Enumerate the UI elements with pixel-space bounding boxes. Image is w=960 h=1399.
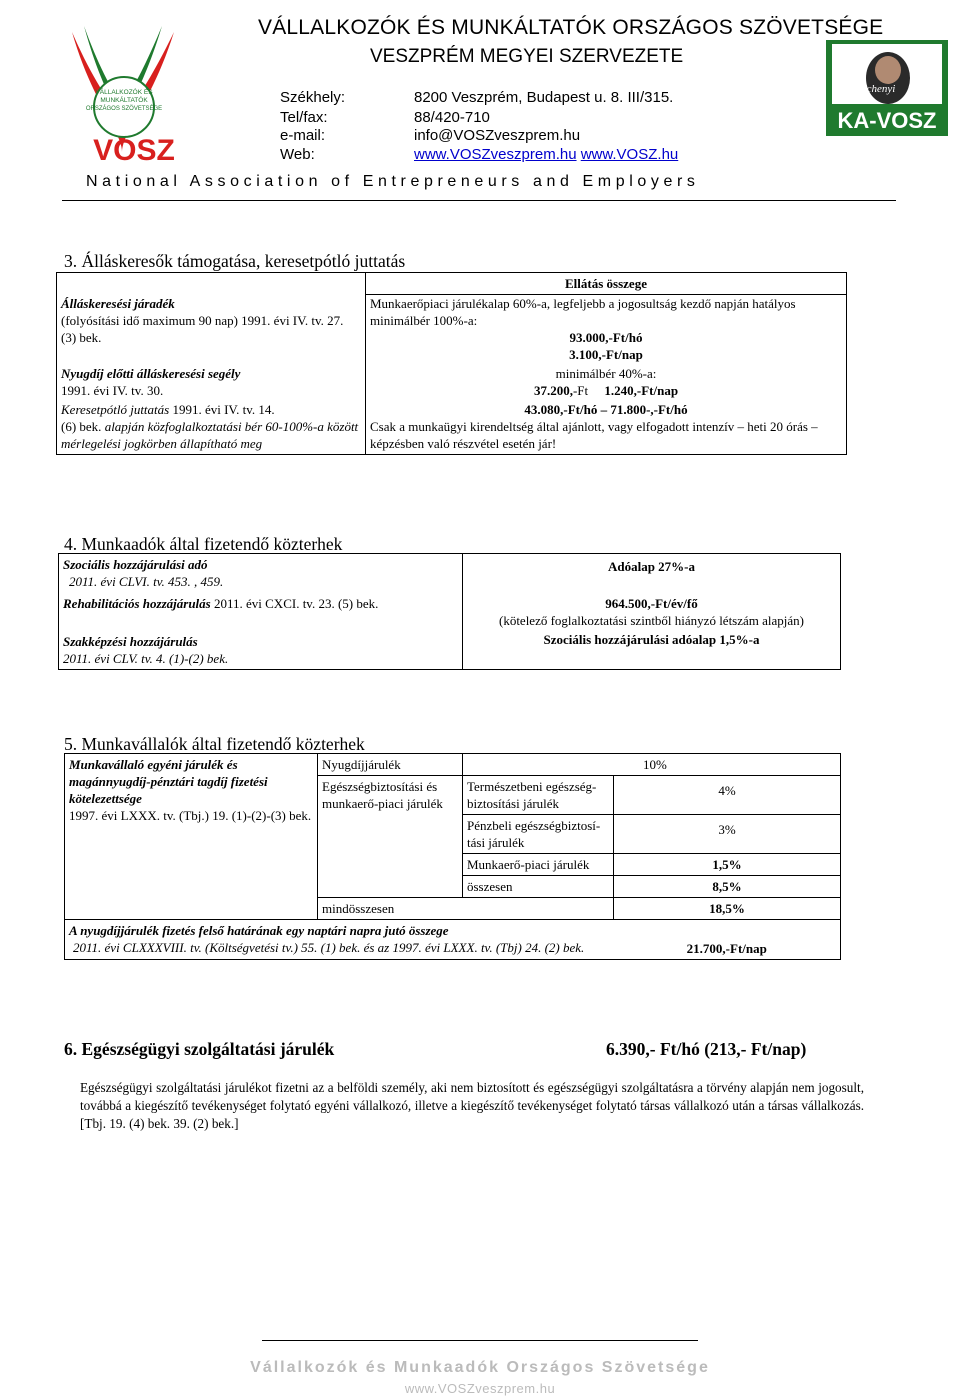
section4-table (58, 553, 841, 670)
contact-value-email[interactable]: info@VOSZveszprem.hu (414, 127, 581, 144)
contact-value-seat: 8200 Veszprém, Budapest u. 8. III/315. (414, 89, 674, 106)
s3-r3-text: Csak a munkaügyi kirendeltség által ajánlott, vagy elfogadott intenzív – heti 20 órás – képzésben való részvétel esetén jár! (370, 419, 818, 451)
footer-org-name: Vállalkozók és Munkaadók Országos Szövetsége (250, 1359, 710, 1376)
logo-left-line1: VÁLLALKOZÓK ÉS (95, 89, 153, 96)
logo-right-signature: Széchenyi (852, 83, 896, 95)
s5-cap-value: 21.700,-Ft/nap (614, 920, 841, 960)
s5-left-title: Munkavállaló egyéni járulék és magánnyugdíj-pénztári tagdíj fizetési kötelezettsége (69, 757, 268, 806)
s3-r3-desc: alapján közfoglalkoztatási bér 60-100%-a között mérlegelési jogkörben állapítható meg (61, 419, 359, 451)
s3-r3-title: Keresetpótló juttatás (61, 402, 170, 417)
web-link-veszprem[interactable]: www.VOSZveszprem.hu (414, 146, 577, 163)
s4-r3-ref: 2011. évi CLV. tv. 4. (1)-(2) bek. (63, 651, 229, 666)
section3-table (56, 272, 847, 455)
s3-r2-value1: 37.200, (533, 383, 573, 398)
s5-sub3-label: Munkaerő-piaci járulék (463, 854, 614, 876)
footer-website[interactable]: www.VOSZveszprem.hu (404, 1381, 556, 1396)
contact-label-email: e-mail: (280, 127, 326, 144)
logo-left-vosz: VOSZ (93, 134, 175, 162)
s3-r3-ref1: 1991. évi IV. tv. 14. (172, 402, 275, 417)
org-name-line1: VÁLLALKOZÓK ÉS MUNKÁLTATÓK ORSZÁGOS SZÖVETSÉGE (258, 16, 884, 39)
s3-r3-ref2: (6) bek. (61, 419, 102, 434)
vosz-logo (62, 12, 182, 162)
s5-sub1-label: Természetbeni egészség-biztosítási járulék (463, 776, 614, 815)
s5-pension-value: 10% (463, 754, 841, 776)
s4-r3-title: Szakképzési hozzájárulás (63, 634, 198, 649)
s4-r1-title: Szociális hozzájárulási adó (63, 557, 208, 572)
s5-sub1-value: 4% (614, 776, 841, 815)
s4-r2-ref: 2011. évi CXCI. tv. 23. (5) bek. (213, 596, 379, 611)
tagline: National Association of Entrepreneurs and Employers (86, 173, 700, 190)
s5-grand-value: 18,5% (614, 898, 841, 920)
s3-r2-values (370, 382, 842, 399)
s5-cap-title: A nyugdíjjárulék fizetés felső határának egy naptári napra jutó összege (69, 923, 449, 938)
s5-left-ref: 1997. évi LXXX. tv. (Tbj.) 19. (1)-(2)-(3) bek. (69, 808, 312, 823)
section6-title: 6. Egészségügyi szolgáltatási járulék (64, 1039, 335, 1059)
logo-right-kavosz: KA-VOSZ (837, 108, 937, 133)
section6-amount: 6.390,- Ft/hó (213,- Ft/nap) (606, 1039, 807, 1059)
ka-vosz-logo (826, 40, 948, 136)
contact-value-phone: 88/420-710 (414, 109, 490, 126)
contact-label-phone: Tel/fax: (280, 109, 328, 126)
s3-r1-title: Álláskeresési járadék (61, 295, 175, 311)
s5-pension-label: Nyugdíjjárulék (318, 754, 463, 776)
header-divider (62, 200, 896, 201)
s3-r1-text: Munkaerőpiaci járulékalap 60%-a, legfeljebb a jogosultság kezdő napján hatályos minimálbér 100%-a: (370, 296, 796, 328)
s5-health-label: Egészségbiztosítási és munkaerő-piaci járulék (318, 776, 463, 898)
section6-body: Egészségügyi szolgáltatási járulékot fizetni az a belföldi személy, aki nem biztosított és egészségügyi szolgáltatásra a törvény alapján nem jogosult, továbbá a kiegészítő tevékenységet folytató egyéni vállalkozó, illetve a kiegészítő tevékenységet folytató társas vállalkozó után a társas vállalkozás. [Tbj. 19. (4) bek. 39. (2) bek.] (80, 1080, 864, 1131)
logo-left-line3: ORSZÁGOS SZÖVETSÉGE (85, 106, 163, 112)
contact-web-links (414, 146, 678, 163)
section5-title: 5. Munkavállalók által fizetendő közterhek (64, 734, 365, 754)
s3-r2-title: Nyugdíj előtti álláskeresési segély (61, 366, 241, 381)
section4-title: 4. Munkaadók által fizetendő közterhek (64, 534, 343, 554)
s4-r1-value: Adóalap 27%-a (463, 554, 841, 593)
s4-r3-value: Szociális hozzájárulási adóalap 1,5%-a (463, 631, 841, 670)
contact-label-seat: Székhely: (280, 89, 346, 106)
s5-sub3-value: 1,5% (614, 854, 841, 876)
s3-r1-ref: (folyósítási idő maximum 90 nap) 1991. évi IV. tv. 27. (3) bek. (61, 312, 344, 345)
s5-sub2-value: 3% (614, 815, 841, 854)
s3-r3-value: 43.080,-Ft/hó – 71.800-,-Ft/hó (524, 402, 688, 417)
s4-r2-value: 964.500,-Ft/év/fő (605, 596, 698, 611)
section3-title: 3. Álláskeresők támogatása, keresetpótló juttatás (64, 251, 406, 271)
s3-r2-value1-unit: -Ft (572, 383, 589, 398)
s5-total-value: 8,5% (614, 876, 841, 898)
s5-sub2-label: Pénzbeli egészségbiztosí-tási járulék (463, 815, 614, 854)
s4-r2-note: (kötelező foglalkoztatási szintből hiányzó létszám alapján) (498, 613, 805, 628)
s3-r2-value2: 1.240,-Ft/nap (604, 383, 679, 398)
section5-table (64, 753, 841, 960)
footer-divider (262, 1340, 698, 1341)
s3-r1-value2: 3.100,-Ft/nap (569, 347, 643, 362)
web-link-vosz[interactable]: www.VOSZ.hu (580, 146, 679, 163)
s3-r1-value1: 93.000,-Ft/hó (569, 330, 643, 345)
s3-r2-text: minimálbér 40%-a: (555, 366, 657, 381)
s3-header-amount: Ellátás összege (366, 273, 847, 295)
s5-cap-ref: 2011. évi CLXXXVIII. tv. (Költségvetési tv.) 55. (1) bek. és az 1997. évi LXXX. tv. (Tbj) 24. (2) bek. (73, 940, 585, 955)
s5-grand-label: mindösszesen (318, 898, 614, 920)
contact-label-web: Web: (280, 146, 315, 163)
s4-r2-title: Rehabilitációs hozzájárulás (63, 596, 211, 611)
s3-header-blank (57, 273, 366, 295)
s4-r1-ref: 2011. évi CLVI. tv. 453. , 459. (69, 574, 224, 589)
org-name-line2: VESZPRÉM MEGYEI SZERVEZETE (370, 46, 684, 67)
logo-left-line2: MUNKÁLTATÓK (100, 97, 148, 104)
s3-r2-ref: 1991. évi IV. tv. 30. (61, 383, 164, 398)
s5-total-label: összesen (463, 876, 614, 898)
